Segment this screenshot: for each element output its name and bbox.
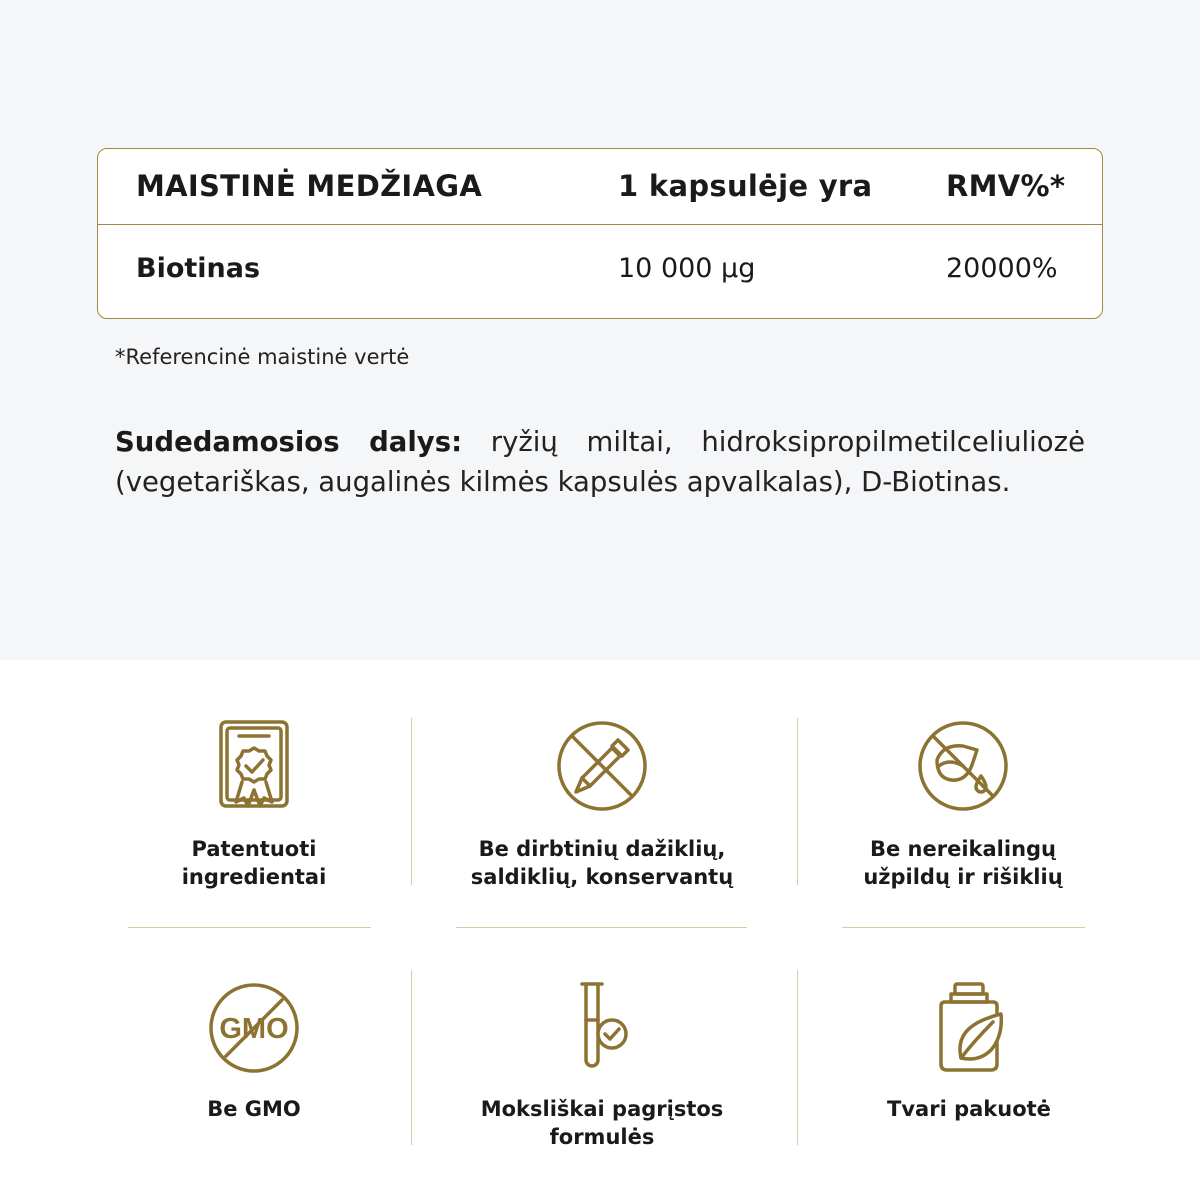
feature-label-line1: Be dirbtinių dažiklių, (478, 837, 726, 861)
jar-leaf-icon (921, 980, 1017, 1076)
footnote: *Referencinė maistinė vertė (115, 345, 410, 369)
divider (128, 927, 371, 928)
feature-patented-ingredients (64, 718, 444, 891)
nutrition-table (97, 148, 1103, 319)
no-gmo-icon (206, 980, 302, 1076)
feature-label-line1: Patentuoti (191, 837, 317, 861)
cell-rmv-percent: 20000% (946, 253, 1058, 284)
svg-text:GMO: GMO (219, 1013, 289, 1045)
cell-nutrient-name: Biotinas (136, 253, 261, 284)
feature-label-line1: Tvari pakuotė (887, 1097, 1051, 1121)
feature-label-line2: saldiklių, konservantų (470, 865, 734, 889)
ingredients-text: ryžių miltai, hidroksipropilmetilceliuliozė (vegetariškas, augalinės kilmės kapsulės apvalkalas), D-Biotinas. (115, 426, 1085, 498)
header-per-capsule: 1 kapsulėje yra (618, 169, 873, 203)
test-tube-check-icon (554, 980, 650, 1076)
feature-science-based (412, 980, 792, 1151)
no-dropper-icon (554, 718, 650, 814)
feature-no-fillers (773, 718, 1153, 891)
ingredients-paragraph (115, 422, 1085, 502)
feature-label-line2: ingredientai (181, 865, 327, 889)
feature-sustainable-packaging (779, 980, 1159, 1123)
header-rmv: RMV%* (946, 169, 1066, 203)
feature-label-line1: Moksliškai pagrįstos (480, 1097, 724, 1121)
ingredients-label: Sudedamosios dalys: (115, 426, 463, 458)
feature-label-line1: Be nereikalingų (869, 837, 1057, 861)
feature-label-line2: formulės (549, 1125, 655, 1149)
table-row (98, 225, 1102, 319)
divider (842, 927, 1085, 928)
cell-amount: 10 000 µg (618, 253, 756, 284)
certificate-icon (209, 718, 299, 814)
feature-label-line1: Be GMO (207, 1097, 301, 1121)
no-fillers-icon (915, 718, 1011, 814)
table-header-row (98, 149, 1102, 225)
feature-no-gmo (64, 980, 444, 1123)
divider (456, 927, 747, 928)
feature-label-line2: užpildų ir rišiklių (863, 865, 1063, 889)
feature-no-artificial-additives (412, 718, 792, 891)
header-nutrient: MAISTINĖ MEDŽIAGA (136, 169, 483, 203)
